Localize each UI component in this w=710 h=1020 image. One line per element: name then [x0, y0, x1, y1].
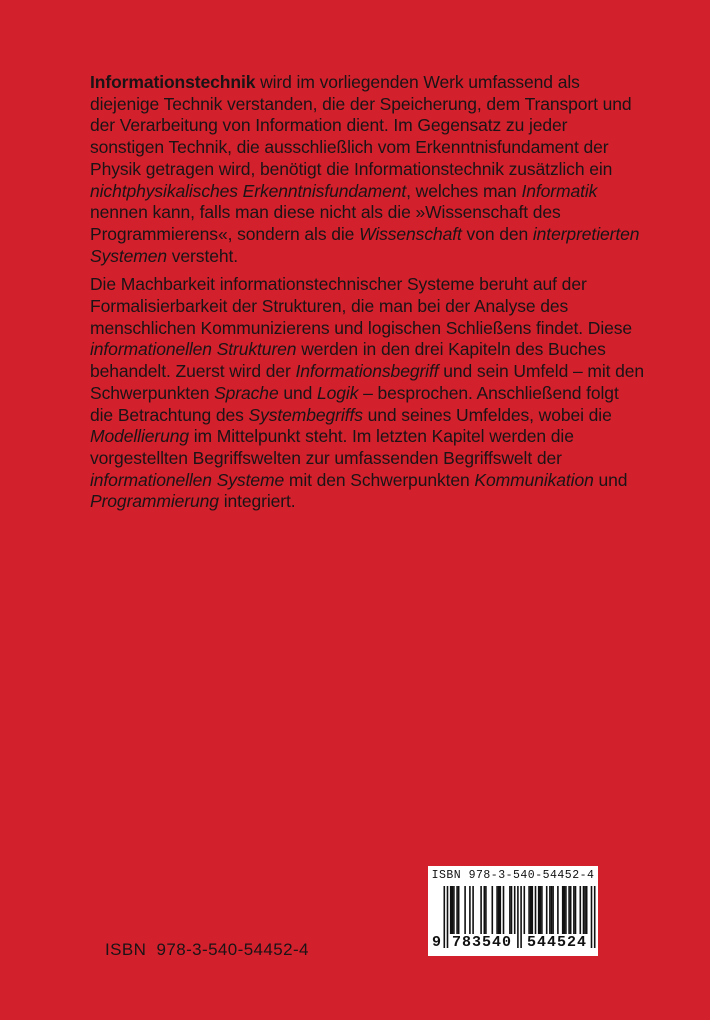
- barcode-digit-first: 9: [432, 934, 442, 951]
- barcode-digits-right: 544524: [526, 934, 587, 951]
- isbn-text: ISBN 978-3-540-54452-4: [105, 940, 309, 959]
- barcode-isbn-text: ISBN 978-3-540-54452-4: [431, 869, 595, 882]
- blurb-text: Informationstechnik wird im vorliegenden Werk umfassend als diejenige Technik verstanden, die der Speicherung, dem Transport und der Verarbeitung von Information dient. Im Gegensatz zu jeder sonstigen Technik, die ausschließlich vom Erkenntnisfundament der Physik getragen wird, benötigt die Informationstechnik zusätzlich ein nichtphysikalisches Erkenntnisfundament, welches man Informatik nennen kann, falls man diese nicht als die »Wissenschaft des Programmierens«, sondern als die Wissenschaft von den interpretierten Systemen versteht. Die Machbarkeit informationstechnischer Systeme beruht auf der Formalisierbarkeit der Strukturen, die man bei der Analyse des menschlichen Kommunizierens und logischen Schließens findet. Diese informationellen Strukturen werden in den drei Kapiteln des Buches behandelt. Zuerst wird der Informationsbegriff und sein Umfeld – mit den Schwerpunkten Sprache und Logik – besprochen. Anschließend folgt die Betrachtung des Systembegriffs und seines Umfeldes, wobei die Modellierung im Mittelpunkt steht. Im letzten Kapitel werden die vorgestellten Begriffswelten zur umfassenden Begriffswelt der informationellen Systeme mit den Schwerpunkten Kommunikation und Programmierung integriert.: [90, 72, 645, 512]
- barcode-panel: [428, 866, 598, 956]
- barcode-digits-left: 783540: [451, 934, 512, 951]
